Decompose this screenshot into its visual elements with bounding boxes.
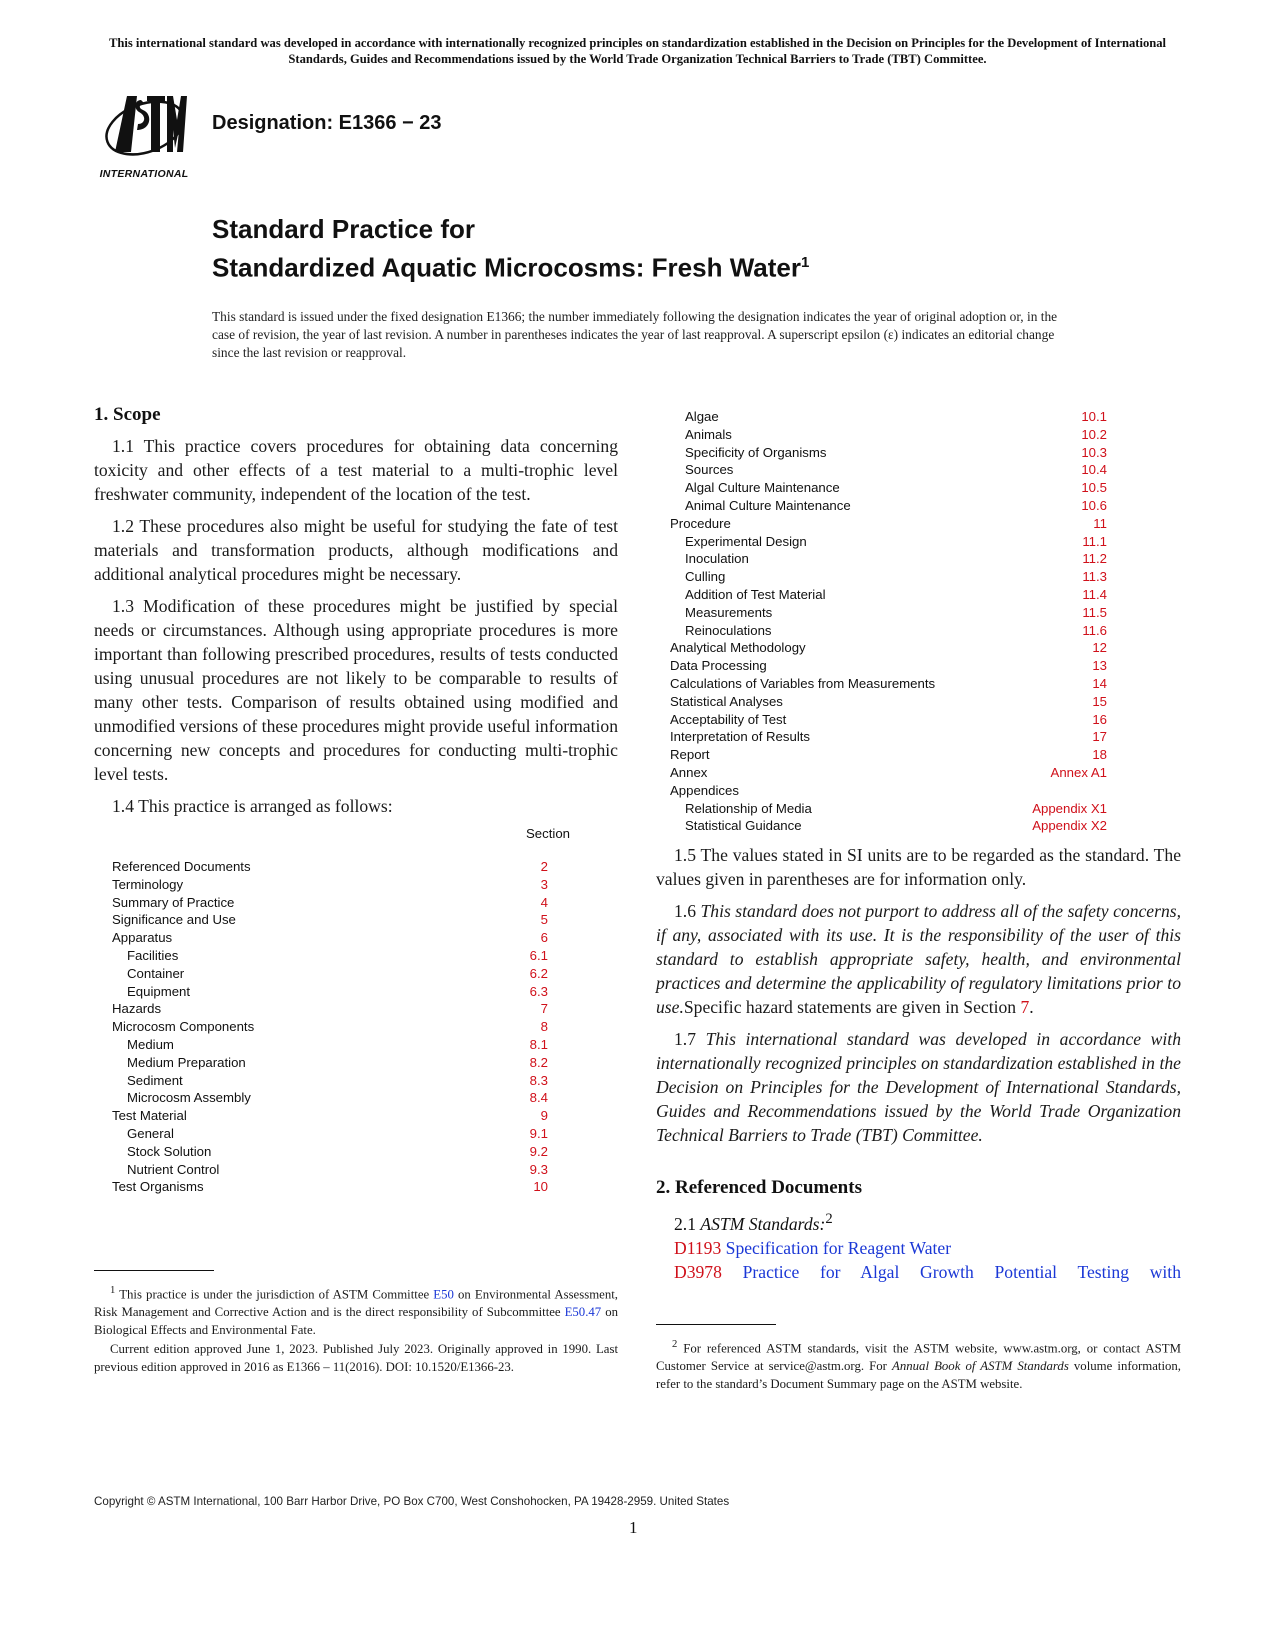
- toc-section-link[interactable]: 11.3: [1082, 569, 1107, 585]
- toc-label: Equipment: [127, 983, 191, 999]
- ref-code[interactable]: D3978: [674, 1261, 722, 1282]
- para-1-1: 1.1 This practice covers procedures for obtaining data concerning toxicity and other effects of a test material to a multi-trophic level freshwater community, independent of the location of the test.: [94, 436, 618, 504]
- para-1-2: 1.2 These procedures also might be useful for studying the fate of test materials and transformation products, although modifications and additional analytical procedures might be necessary.: [94, 516, 618, 584]
- toc-label: Calculations of Variables from Measurements: [670, 675, 936, 691]
- toc-section-link[interactable]: 10.5: [1081, 480, 1107, 496]
- toc-label: Interpretation of Results: [670, 729, 811, 745]
- toc-section-link[interactable]: 11.2: [1082, 551, 1107, 567]
- para-1-6-tail: Specific hazard statements are given in Section: [683, 997, 1021, 1018]
- toc-row[interactable]: [94, 983, 618, 1001]
- toc-section-link[interactable]: 8: [540, 1019, 548, 1035]
- toc-label: Analytical Methodology: [670, 640, 806, 656]
- toc-row[interactable]: [656, 426, 1181, 444]
- toc-left: [94, 826, 618, 1196]
- toc-label: Report: [670, 747, 710, 763]
- toc-row[interactable]: [656, 764, 1181, 782]
- toc-label: Statistical Guidance: [685, 818, 802, 834]
- toc-section-link[interactable]: 8.1: [529, 1036, 548, 1052]
- toc-label: Inoculation: [685, 551, 749, 567]
- toc-section-link[interactable]: 15: [1092, 693, 1107, 709]
- toc-row[interactable]: [656, 550, 1181, 568]
- para-1-6: [656, 899, 1181, 1019]
- toc-section-link[interactable]: 9.3: [529, 1161, 548, 1177]
- toc-label: Terminology: [112, 876, 184, 892]
- toc-label: Facilities: [127, 947, 179, 963]
- toc-row[interactable]: [94, 1125, 618, 1143]
- footnote-2-text-b: volume information, refer to the standard’s Document Summary page on the ASTM website.: [656, 1359, 1181, 1392]
- toc-row[interactable]: [656, 657, 1181, 675]
- toc-row[interactable]: [656, 693, 1181, 711]
- toc-section-link[interactable]: 8.3: [529, 1072, 548, 1088]
- toc-row[interactable]: [94, 929, 618, 947]
- para-2-1: [656, 1207, 1181, 1236]
- logo-caption: INTERNATIONAL: [99, 168, 189, 180]
- astm-logo: [93, 90, 195, 180]
- toc-row[interactable]: [656, 800, 1181, 818]
- toc-label: Test Organisms: [112, 1179, 204, 1195]
- toc-section-link[interactable]: Annex A1: [1050, 764, 1107, 780]
- toc-label: Sediment: [127, 1072, 183, 1088]
- footnote-1-text-c: on Biological Effects and Environmental Fate.: [94, 1305, 618, 1338]
- footnote-1-edition: Current edition approved June 1, 2023. Published July 2023. Originally approved in 1990. Last previous edition approved in 2016 as E1366 – 11(2016). DOI: 10.1520/E1366-23.: [94, 1342, 618, 1375]
- toc-label: Algae: [685, 409, 719, 424]
- toc-row[interactable]: [656, 817, 1181, 835]
- toc-row[interactable]: [94, 1178, 618, 1196]
- toc-row[interactable]: [656, 604, 1181, 622]
- toc-row[interactable]: [656, 746, 1181, 764]
- footnote-2-mark-bottom: 2: [672, 1339, 678, 1350]
- toc-label: Statistical Analyses: [670, 693, 783, 709]
- toc-label: Addition of Test Material: [685, 586, 826, 602]
- toc-section-link[interactable]: 11.5: [1082, 604, 1107, 620]
- toc-row[interactable]: [656, 533, 1181, 551]
- toc-label: Appendices: [670, 782, 739, 798]
- toc-label: General: [127, 1125, 174, 1141]
- toc-row[interactable]: [94, 1000, 618, 1018]
- page-number: 1: [629, 1518, 638, 1537]
- para-1-6-italic: This standard does not purport to address all of the safety concerns, if any, associated with its use. It is the responsibility of the user of this standard to establish appropriate safety, health, and environmental practices and determine the applicability of regulatory limitations prior to use.: [656, 901, 1181, 1018]
- toc-row[interactable]: [94, 1036, 618, 1054]
- toc-row[interactable]: [94, 894, 618, 912]
- toc-section-link[interactable]: 18: [1092, 747, 1107, 763]
- toc-section-link[interactable]: Appendix X2: [1032, 818, 1107, 834]
- footnote-rule-right: [656, 1324, 776, 1325]
- footnote-2-text-a: For referenced ASTM standards, visit the ASTM website, www.astm.org, or contact ASTM Customer Service at service@astm.org. For: [656, 1341, 1181, 1374]
- toc-row[interactable]: [656, 622, 1181, 640]
- toc-section-link[interactable]: 17: [1092, 729, 1107, 745]
- toc-label: Algal Culture Maintenance: [685, 480, 840, 496]
- right-column: [656, 408, 1181, 1284]
- toc-section-link[interactable]: 13: [1092, 658, 1107, 674]
- toc-label: Referenced Documents: [112, 859, 251, 874]
- left-column: [94, 404, 618, 1196]
- toc-row[interactable]: [94, 876, 618, 894]
- section-heading-referenced-documents: 2. Referenced Documents: [656, 1177, 862, 1199]
- toc-label: Procedure: [670, 515, 731, 531]
- toc-section-link[interactable]: 12: [1092, 640, 1107, 656]
- title-footnote-mark[interactable]: 1: [800, 254, 810, 271]
- toc-section-link[interactable]: 11.1: [1082, 533, 1107, 549]
- toc-label: Measurements: [685, 604, 773, 620]
- footnote-rule-left: [94, 1270, 214, 1271]
- para-2-1-number: 2.1: [674, 1213, 701, 1234]
- para-1-6-number: 1.6: [674, 901, 701, 922]
- para-1-7-number: 1.7: [674, 1029, 706, 1050]
- toc-row[interactable]: [94, 965, 618, 983]
- toc-row[interactable]: [94, 1161, 618, 1179]
- toc-label: Sources: [685, 462, 734, 478]
- ref-title[interactable]: Practice for Algal Growth Potential Testing with: [742, 1261, 1181, 1282]
- toc-row[interactable]: [656, 444, 1181, 462]
- para-1-3: 1.3 Modification of these procedures might be justified by special needs or circumstances. Although using appropriate procedures is more important than following prescribed procedures, results of tests conducted using unusual procedures are not likely to be comparable to results of many other tests. Comparison of results obtained using modified and unmodified versions of these procedures might provide useful information concerning new concepts and procedures for conducting multi-trophic level tests.: [94, 596, 618, 784]
- toc-row[interactable]: [94, 858, 618, 876]
- toc-section-link[interactable]: 10: [533, 1179, 548, 1195]
- toc-row[interactable]: [656, 568, 1181, 586]
- toc-row[interactable]: [656, 639, 1181, 657]
- issue-note: This standard is issued under the fixed designation E1366; the number immediately following the designation indicates the year of original adoption or, in the case of revision, the year of last revision. A number in parentheses indicates the year of last reapproval. A superscript epsilon (ε) indicates an editorial change since the last revision or reapproval.: [212, 309, 1058, 360]
- toc-label: Test Material: [112, 1108, 187, 1124]
- toc-section-link[interactable]: 4: [540, 894, 548, 910]
- ref-d3978[interactable]: [656, 1260, 1181, 1284]
- toc-label: Annex: [670, 764, 708, 780]
- footnote-1-para: [94, 1282, 618, 1339]
- toc-row[interactable]: [656, 479, 1181, 497]
- section-7-link[interactable]: 7: [1020, 997, 1030, 1018]
- astm-logo-icon: [93, 90, 195, 170]
- ref-title[interactable]: Specification for Reagent Water: [725, 1237, 952, 1258]
- toc-label: Animals: [685, 426, 732, 442]
- footnote-1-mark: 1: [110, 1285, 116, 1296]
- toc-label: Animal Culture Maintenance: [685, 497, 851, 513]
- footnote-1-text-b: on Environmental Assessment, Risk Management and Corrective Action and is the direct responsibility of Subcommittee: [94, 1287, 618, 1320]
- toc-row[interactable]: [94, 1107, 618, 1125]
- document-title: [212, 213, 809, 285]
- footnote-2: [656, 1336, 1181, 1394]
- toc-label: Reinoculations: [685, 622, 772, 638]
- toc-section-link[interactable]: 2: [540, 859, 548, 874]
- toc-row[interactable]: [656, 711, 1181, 729]
- toc-section-link[interactable]: 16: [1092, 711, 1107, 727]
- footnote-1-text-a: This practice is under the jurisdiction of ASTM Committee: [115, 1287, 434, 1302]
- toc-row[interactable]: [94, 1054, 618, 1072]
- toc-section-link[interactable]: 6.1: [529, 947, 548, 963]
- toc-label: Nutrient Control: [127, 1161, 220, 1177]
- copyright: Copyright © ASTM International, 100 Barr Harbor Drive, PO Box C700, West Conshohocken, PA 19428-2959. United States: [94, 1495, 730, 1508]
- top-notice: This international standard was developed in accordance with internationally recognized principles on standardization established in the Decision on Principles for the Development of International Standards, Guides and Recommendations issued by the World Trade Organization Technical Barriers to Trade (TBT) Committee.: [108, 36, 1167, 66]
- toc-label: Microcosm Components: [112, 1019, 255, 1035]
- footnote-1: [94, 1282, 618, 1377]
- toc-label: Acceptability of Test: [670, 711, 787, 727]
- toc-row[interactable]: [94, 911, 618, 929]
- para-1-7-italic: This international standard was developed in accordance with internationally recognized principles on standardization established in the Decision on Principles for the Development of International Standards, Guides and Recommendations issued by the World Trade Organization Technical Barriers to Trade (TBT) Committee.: [656, 1029, 1181, 1146]
- footnote-2-italic: Annual Book of ASTM Standards: [892, 1359, 1069, 1374]
- toc-label: Medium Preparation: [127, 1054, 246, 1070]
- toc-section-link[interactable]: 10.1: [1081, 409, 1107, 424]
- toc-row[interactable]: [656, 461, 1181, 479]
- toc-row[interactable]: [656, 586, 1181, 604]
- toc-row[interactable]: [656, 408, 1181, 426]
- toc-row[interactable]: [656, 515, 1181, 533]
- toc-section-link[interactable]: 9.2: [529, 1143, 548, 1159]
- toc-section-link[interactable]: 10.6: [1081, 497, 1107, 513]
- title-line-1: Standard Practice for: [212, 214, 475, 244]
- toc-row[interactable]: [656, 728, 1181, 746]
- toc-row[interactable]: [94, 1143, 618, 1161]
- toc-section-link[interactable]: 3: [540, 876, 548, 892]
- designation: Designation: E1366 − 23: [212, 112, 442, 134]
- footnote-2-para: [656, 1336, 1181, 1393]
- toc-row[interactable]: [656, 675, 1181, 693]
- toc-section-link[interactable]: 6: [540, 930, 548, 946]
- toc-label: Stock Solution: [127, 1143, 212, 1159]
- toc-section-link[interactable]: 11: [1093, 515, 1107, 531]
- toc-label: Hazards: [112, 1001, 162, 1017]
- toc-row[interactable]: [656, 497, 1181, 515]
- toc-row[interactable]: [94, 947, 618, 965]
- toc-section-link[interactable]: 7: [540, 1001, 548, 1017]
- toc-section-link[interactable]: 10.3: [1081, 444, 1107, 460]
- footnote-2-mark[interactable]: 2: [825, 1211, 833, 1228]
- toc-label: Summary of Practice: [112, 894, 235, 910]
- toc-section-link[interactable]: 9: [540, 1108, 548, 1124]
- toc-section-link[interactable]: 8.4: [529, 1090, 548, 1106]
- toc-section-link[interactable]: 8.2: [529, 1054, 548, 1070]
- toc-section-header: Section: [526, 826, 570, 841]
- toc-section-link[interactable]: Appendix X1: [1032, 800, 1107, 816]
- toc-label: Container: [127, 965, 185, 981]
- para-1-6-end: .: [1029, 997, 1034, 1018]
- toc-label: Medium: [127, 1036, 174, 1052]
- toc-section-link[interactable]: 10.4: [1081, 462, 1107, 478]
- toc-row[interactable]: [94, 1018, 618, 1036]
- committee-e50-link[interactable]: E50: [433, 1287, 454, 1302]
- toc-label: Relationship of Media: [685, 800, 812, 816]
- para-1-5: 1.5 The values stated in SI units are to be regarded as the standard. The values given in parentheses are for information only.: [656, 845, 1181, 890]
- ref-d1193[interactable]: [656, 1236, 1181, 1260]
- toc-section-link[interactable]: 11.6: [1082, 622, 1107, 638]
- toc-section-link[interactable]: 9.1: [529, 1125, 548, 1141]
- toc-row[interactable]: [94, 1089, 618, 1107]
- section-heading-scope: 1. Scope: [94, 404, 161, 425]
- toc-section-link[interactable]: 5: [540, 912, 548, 928]
- ref-code[interactable]: D1193: [674, 1237, 722, 1258]
- toc-section-link[interactable]: 10.2: [1081, 426, 1107, 442]
- toc-label: Specificity of Organisms: [685, 444, 827, 460]
- toc-right: [656, 408, 1181, 835]
- toc-row[interactable]: [656, 782, 1181, 800]
- toc-section-link[interactable]: 6.2: [529, 965, 548, 981]
- title-line-2: Standardized Aquatic Microcosms: Fresh Water: [212, 252, 801, 283]
- toc-section-link[interactable]: 14: [1092, 675, 1107, 691]
- para-1-7: [656, 1027, 1181, 1147]
- toc-section-link[interactable]: 6.3: [529, 983, 548, 999]
- toc-label: Microcosm Assembly: [127, 1090, 251, 1106]
- toc-row[interactable]: [94, 1072, 618, 1090]
- toc-label: Experimental Design: [685, 533, 807, 549]
- subcommittee-e50-47-link[interactable]: E50.47: [564, 1305, 602, 1320]
- para-1-4: 1.4 This practice is arranged as follows:: [112, 796, 393, 816]
- toc-section-link[interactable]: 11.4: [1082, 586, 1107, 602]
- para-2-1-italic: ASTM Standards:: [700, 1213, 826, 1234]
- toc-label: Apparatus: [112, 930, 173, 946]
- toc-label: Culling: [685, 569, 726, 585]
- toc-label: Significance and Use: [112, 912, 236, 928]
- toc-label: Data Processing: [670, 658, 767, 674]
